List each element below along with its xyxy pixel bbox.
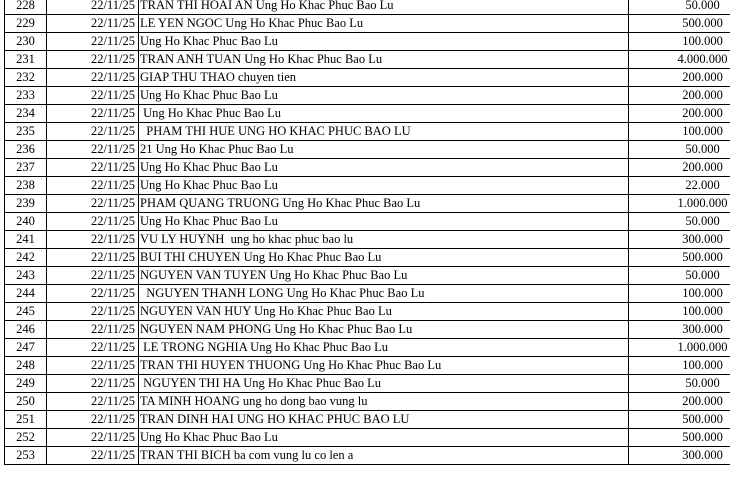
table-row [5, 159, 730, 177]
transaction-date-cell: 22/11/25 [47, 357, 139, 375]
table-row [5, 87, 730, 105]
amount-cell: 300.000 [629, 321, 730, 339]
table-row [5, 447, 730, 465]
row-number-cell: 244 [5, 285, 47, 303]
transaction-date-cell: 22/11/25 [47, 0, 139, 15]
row-number-cell: 253 [5, 447, 47, 465]
row-number-cell: 239 [5, 195, 47, 213]
table-row [5, 51, 730, 69]
row-number-cell: 242 [5, 249, 47, 267]
amount-cell: 300.000 [629, 231, 730, 249]
transaction-description-cell: Ung Ho Khac Phuc Bao Lu [139, 159, 629, 177]
transaction-date-cell: 22/11/25 [47, 429, 139, 447]
transaction-date-cell: 22/11/25 [47, 177, 139, 195]
transaction-date-cell: 22/11/25 [47, 393, 139, 411]
row-number-cell: 228 [5, 0, 47, 15]
row-number-cell: 233 [5, 87, 47, 105]
row-number-cell: 251 [5, 411, 47, 429]
amount-cell: 100.000 [629, 357, 730, 375]
table-row [5, 177, 730, 195]
transaction-date-cell: 22/11/25 [47, 375, 139, 393]
transaction-date-cell: 22/11/25 [47, 159, 139, 177]
transaction-date-cell: 22/11/25 [47, 231, 139, 249]
amount-cell: 100.000 [629, 285, 730, 303]
transaction-description-cell: NGUYEN THI HA Ung Ho Khac Phuc Bao Lu [139, 375, 629, 393]
transaction-date-cell: 22/11/25 [47, 195, 139, 213]
transaction-description-cell: NGUYEN VAN TUYEN Ung Ho Khac Phuc Bao Lu [139, 267, 629, 285]
transaction-date-cell: 22/11/25 [47, 339, 139, 357]
transaction-description-cell: LE YEN NGOC Ung Ho Khac Phuc Bao Lu [139, 15, 629, 33]
amount-cell: 50.000 [629, 213, 730, 231]
transaction-date-cell: 22/11/25 [47, 33, 139, 51]
table-row [5, 195, 730, 213]
transaction-date-cell: 22/11/25 [47, 249, 139, 267]
transaction-date-cell: 22/11/25 [47, 69, 139, 87]
table-row [5, 249, 730, 267]
transaction-description-cell: 21 Ung Ho Khac Phuc Bao Lu [139, 141, 629, 159]
amount-cell: 100.000 [629, 123, 730, 141]
table-row [5, 0, 730, 15]
amount-cell: 22.000 [629, 177, 730, 195]
transaction-description-cell: PHAM THI HUE UNG HO KHAC PHUC BAO LU [139, 123, 629, 141]
transaction-description-cell: NGUYEN NAM PHONG Ung Ho Khac Phuc Bao Lu [139, 321, 629, 339]
row-number-cell: 246 [5, 321, 47, 339]
amount-cell: 100.000 [629, 33, 730, 51]
transaction-description-cell: VU LY HUYNH ung ho khac phuc bao lu [139, 231, 629, 249]
row-number-cell: 234 [5, 105, 47, 123]
row-number-cell: 238 [5, 177, 47, 195]
table-row [5, 213, 730, 231]
row-number-cell: 241 [5, 231, 47, 249]
row-number-cell: 249 [5, 375, 47, 393]
row-number-cell: 230 [5, 33, 47, 51]
transaction-description-cell: GIAP THU THAO chuyen tien [139, 69, 629, 87]
table-row [5, 357, 730, 375]
amount-cell: 200.000 [629, 105, 730, 123]
transaction-date-cell: 22/11/25 [47, 213, 139, 231]
amount-cell: 500.000 [629, 429, 730, 447]
transaction-date-cell: 22/11/25 [47, 303, 139, 321]
transaction-description-cell: Ung Ho Khac Phuc Bao Lu [139, 105, 629, 123]
transaction-date-cell: 22/11/25 [47, 51, 139, 69]
transaction-description-cell: Ung Ho Khac Phuc Bao Lu [139, 33, 629, 51]
row-number-cell: 235 [5, 123, 47, 141]
amount-cell: 1.000.000 [629, 339, 730, 357]
row-number-cell: 250 [5, 393, 47, 411]
transaction-description-cell: TRAN THI BICH ba com vung lu co len a [139, 447, 629, 465]
amount-cell: 50.000 [629, 375, 730, 393]
row-number-cell: 245 [5, 303, 47, 321]
amount-cell: 200.000 [629, 87, 730, 105]
amount-cell: 50.000 [629, 0, 730, 15]
transaction-date-cell: 22/11/25 [47, 123, 139, 141]
table-row [5, 231, 730, 249]
table-row [5, 69, 730, 87]
amount-cell: 200.000 [629, 69, 730, 87]
amount-cell: 300.000 [629, 447, 730, 465]
transaction-description-cell: TRAN ANH TUAN Ung Ho Khac Phuc Bao Lu [139, 51, 629, 69]
amount-cell: 4.000.000 [629, 51, 730, 69]
transaction-date-cell: 22/11/25 [47, 87, 139, 105]
table-row [5, 303, 730, 321]
transaction-description-cell: TRAN THI HOAI AN Ung Ho Khac Phuc Bao Lu [139, 0, 629, 15]
row-number-cell: 243 [5, 267, 47, 285]
row-number-cell: 247 [5, 339, 47, 357]
row-number-cell: 236 [5, 141, 47, 159]
amount-cell: 200.000 [629, 159, 730, 177]
transaction-description-cell: TRAN DINH HAI UNG HO KHAC PHUC BAO LU [139, 411, 629, 429]
transaction-date-cell: 22/11/25 [47, 321, 139, 339]
transaction-description-cell: TRAN THI HUYEN THUONG Ung Ho Khac Phuc Bao Lu [139, 357, 629, 375]
row-number-cell: 237 [5, 159, 47, 177]
table-row [5, 123, 730, 141]
table-row [5, 321, 730, 339]
transaction-description-cell: PHAM QUANG TRUONG Ung Ho Khac Phuc Bao Lu [139, 195, 629, 213]
table-row [5, 375, 730, 393]
transaction-date-cell: 22/11/25 [47, 15, 139, 33]
transaction-date-cell: 22/11/25 [47, 285, 139, 303]
transaction-date-cell: 22/11/25 [47, 411, 139, 429]
transaction-description-cell: BUI THI CHUYEN Ung Ho Khac Phuc Bao Lu [139, 249, 629, 267]
transaction-description-cell: TA MINH HOANG ung ho dong bao vung lu [139, 393, 629, 411]
table-row [5, 105, 730, 123]
table-row [5, 285, 730, 303]
transaction-description-cell: Ung Ho Khac Phuc Bao Lu [139, 177, 629, 195]
amount-cell: 500.000 [629, 249, 730, 267]
table-row [5, 411, 730, 429]
table-row [5, 429, 730, 447]
table-row [5, 33, 730, 51]
table-row [5, 15, 730, 33]
table-row [5, 339, 730, 357]
transaction-date-cell: 22/11/25 [47, 105, 139, 123]
transaction-date-cell: 22/11/25 [47, 267, 139, 285]
donation-table [4, 0, 730, 465]
row-number-cell: 248 [5, 357, 47, 375]
amount-cell: 50.000 [629, 267, 730, 285]
donation-table-body [5, 0, 730, 465]
amount-cell: 500.000 [629, 411, 730, 429]
table-row [5, 141, 730, 159]
transaction-description-cell: LE TRONG NGHIA Ung Ho Khac Phuc Bao Lu [139, 339, 629, 357]
amount-cell: 1.000.000 [629, 195, 730, 213]
row-number-cell: 231 [5, 51, 47, 69]
amount-cell: 100.000 [629, 303, 730, 321]
table-row [5, 393, 730, 411]
amount-cell: 200.000 [629, 393, 730, 411]
table-row [5, 267, 730, 285]
transaction-description-cell: Ung Ho Khac Phuc Bao Lu [139, 213, 629, 231]
transaction-description-cell: Ung Ho Khac Phuc Bao Lu [139, 87, 629, 105]
row-number-cell: 240 [5, 213, 47, 231]
row-number-cell: 229 [5, 15, 47, 33]
transaction-date-cell: 22/11/25 [47, 447, 139, 465]
transaction-date-cell: 22/11/25 [47, 141, 139, 159]
transaction-description-cell: NGUYEN THANH LONG Ung Ho Khac Phuc Bao Lu [139, 285, 629, 303]
amount-cell: 50.000 [629, 141, 730, 159]
transaction-description-cell: NGUYEN VAN HUY Ung Ho Khac Phuc Bao Lu [139, 303, 629, 321]
transaction-description-cell: Ung Ho Khac Phuc Bao Lu [139, 429, 629, 447]
row-number-cell: 252 [5, 429, 47, 447]
row-number-cell: 232 [5, 69, 47, 87]
amount-cell: 500.000 [629, 15, 730, 33]
